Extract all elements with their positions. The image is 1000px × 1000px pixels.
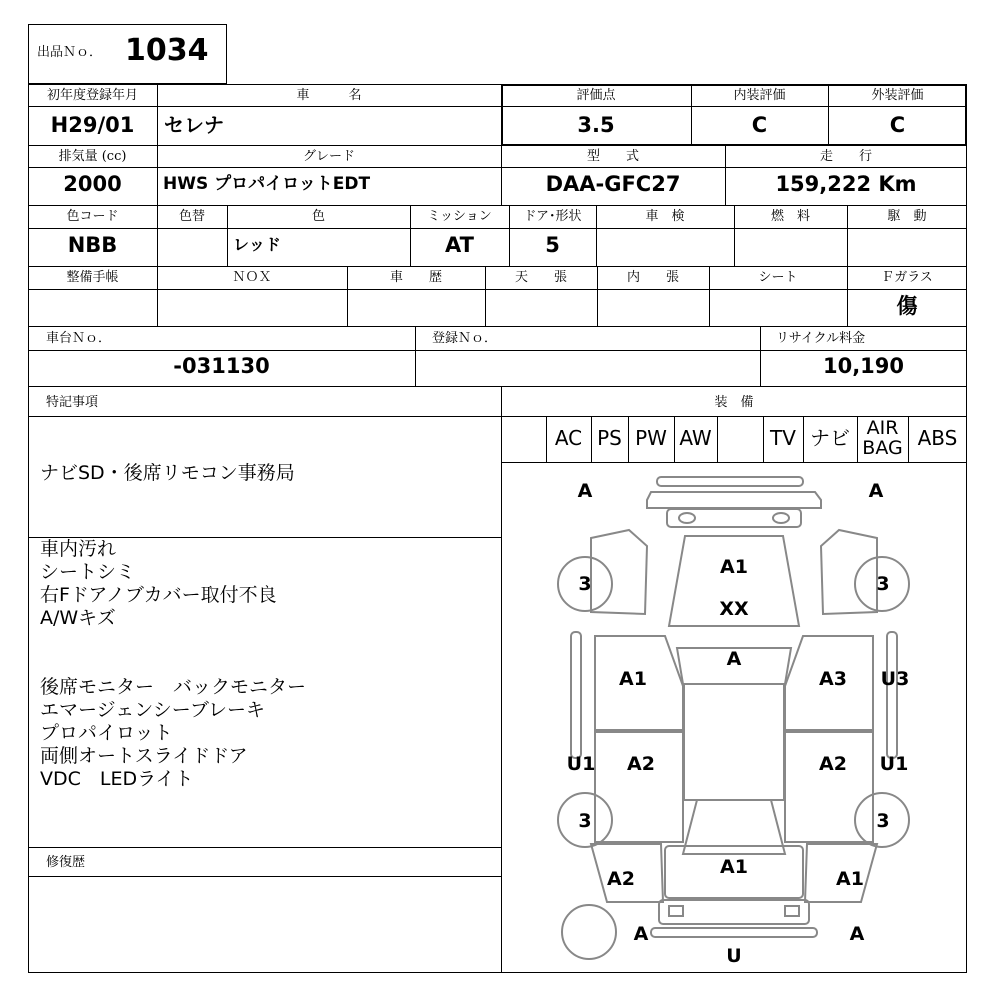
color-label: 色	[311, 209, 325, 224]
interior-rating-value: C	[751, 113, 768, 137]
vehicle-history-label: 車 歴	[389, 270, 442, 285]
recycle-fee-label: リサイクル料金	[776, 331, 866, 346]
front-end-shape	[647, 492, 821, 508]
equipment-label: 装 備	[714, 395, 754, 410]
doors-label: ドア･形状	[523, 209, 582, 224]
mileage-label: 走 行	[819, 149, 872, 164]
damage-note-line: プロパイロット	[40, 722, 173, 744]
damage-note-line: 車内汚れ	[40, 538, 117, 560]
grade-label: グレード	[302, 149, 355, 164]
rear-bumper-shape	[659, 900, 809, 924]
interior-roof-label: 内 張	[626, 270, 679, 285]
drive-label: 駆 動	[887, 209, 927, 224]
lot-number-value: 1034	[125, 33, 209, 68]
model-label: 型 式	[586, 149, 639, 164]
seat-label: シート	[758, 270, 798, 285]
model-value: DAA-GFC27	[545, 172, 681, 196]
recycle-fee-value: 10,190	[822, 354, 905, 378]
exterior-rating-label: 外装評価	[871, 88, 924, 103]
mark-bumper-left: A	[633, 923, 649, 945]
front-glass-label: Ｆガラス	[881, 270, 933, 285]
equipment-aw: AW	[679, 426, 712, 450]
color-change-label: 色替	[178, 209, 205, 224]
mark-front-right-door: A3	[819, 668, 847, 690]
doors-value: 5	[545, 233, 560, 257]
mark-wheel-rear-right: 3	[876, 810, 890, 832]
lot-number-label: 出品Ｎｏ．	[37, 45, 103, 60]
mark-rear-right-door: A2	[819, 753, 847, 775]
mark-bumper-right: A	[849, 923, 865, 945]
right-front-fender	[821, 530, 877, 614]
mark-bumper-u: U	[726, 945, 742, 967]
roof-shape	[684, 684, 784, 800]
equipment-abs: ABS	[917, 426, 958, 450]
equipment-airbag: AIR BAG	[862, 417, 903, 459]
equipment-pw: PW	[635, 426, 667, 450]
left-front-fender	[591, 530, 647, 614]
mark-hood-1: A1	[720, 556, 748, 578]
mark-left-side-u1: U1	[566, 753, 596, 775]
mark-front-left-door: A1	[619, 668, 647, 690]
equipment-ac: AC	[554, 426, 583, 450]
left-rear-door	[595, 732, 683, 842]
exterior-rating-value: C	[889, 113, 906, 137]
score-label: 評価点	[576, 88, 616, 103]
damage-note-line: 後席モニター バックモニター	[40, 676, 307, 698]
grille-shape	[667, 509, 801, 527]
transmission-label: ミッション	[427, 209, 492, 224]
grade-value: HWS プロパイロットEDT	[163, 174, 371, 194]
mark-rear-left-door: A2	[627, 753, 655, 775]
mileage-value: 159,222 Km	[775, 172, 917, 196]
damage-note-line: A/Wキズ	[40, 607, 116, 629]
fuel-label: 燃 料	[770, 209, 810, 224]
damage-note-line: 両側オートスライドドア	[40, 745, 248, 767]
displacement-label: 排気量 (cc)	[58, 149, 127, 164]
mark-hood-2: XX	[719, 598, 749, 620]
damage-note-line: VDC LEDライト	[40, 768, 194, 790]
mark-front-right: A	[868, 480, 884, 502]
special-notes-label: 特記事項	[46, 395, 99, 410]
front-bumper-shape	[657, 477, 803, 486]
mark-right-side-u1: U1	[879, 753, 909, 775]
color-code-value: NBB	[67, 233, 118, 257]
registration-number-label: 登録Ｎｏ．	[432, 331, 498, 346]
repair-history-label: 修復歴	[46, 855, 86, 870]
lot-number-box	[28, 24, 227, 84]
mark-front-left: A	[577, 480, 593, 502]
score-value: 3.5	[577, 113, 615, 137]
equipment-tv: TV	[770, 426, 796, 450]
mark-wheel-front-left: 3	[578, 573, 592, 595]
reg-date-value: H29/01	[50, 113, 135, 137]
car-damage-diagram	[501, 462, 967, 973]
mark-rear-glass: A1	[720, 856, 748, 878]
mark-rear-right-quarter: A1	[836, 868, 864, 890]
damage-note-line: 右Fドアノブカバー取付不良	[40, 584, 277, 606]
mark-wheel-rear-left: 3	[578, 810, 592, 832]
damage-note-line: エマージェンシーブレーキ	[40, 699, 266, 721]
mark-rear-left-quarter: A2	[607, 868, 635, 890]
inspection-label: 車 検	[645, 209, 685, 224]
mark-wheel-front-right: 3	[876, 573, 890, 595]
reg-date-label: 初年度登録年月	[46, 88, 138, 103]
color-value: レッド	[233, 235, 281, 254]
special-notes-text: ナビSD・後席リモコン事務局	[40, 462, 295, 484]
chassis-number-label: 車台Ｎｏ．	[46, 331, 112, 346]
transmission-value: AT	[445, 233, 474, 257]
chassis-number-value: -031130	[173, 354, 270, 378]
color-code-label: 色コード	[66, 209, 119, 224]
equipment-ps: PS	[597, 426, 622, 450]
right-rear-door	[785, 732, 873, 842]
damage-note-line: シートシミ	[40, 561, 136, 583]
maintenance-record-label: 整備手帳	[66, 270, 119, 285]
front-glass-value: 傷	[896, 294, 918, 318]
sunroof-label: 天 張	[514, 270, 567, 285]
spare-tire	[562, 905, 616, 959]
displacement-value: 2000	[63, 172, 122, 196]
rear-step-shape	[651, 928, 817, 937]
nox-label: ＮＯＸ	[232, 270, 272, 285]
mark-right-side-u3: U3	[880, 668, 910, 690]
equipment-navi: ナビ	[810, 426, 850, 450]
interior-rating-label: 内装評価	[733, 88, 786, 103]
car-name-value: セレナ	[164, 113, 224, 137]
car-name-label: 車 名	[296, 88, 362, 103]
mark-windshield: A	[726, 648, 742, 670]
